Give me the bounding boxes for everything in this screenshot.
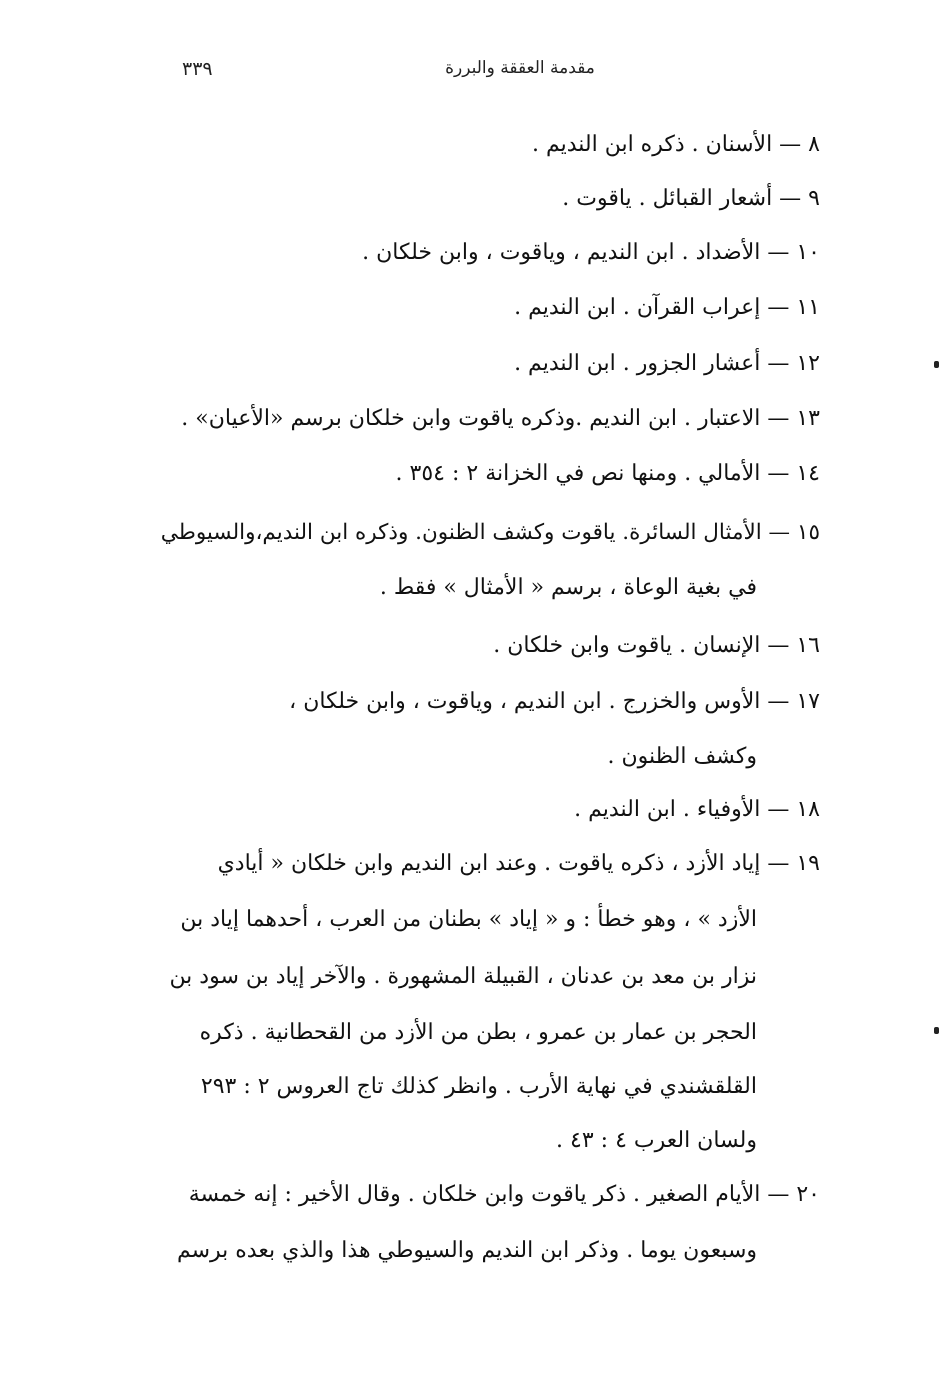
entry-15: ١٥ — الأمثال السائرة. ياقوت وكشف الظنون. وذكره ابن النديم،والسيوطي (160, 520, 820, 545)
entry-8: ٨ — الأسنان . ذكره ابن النديم . (531, 132, 820, 157)
entry-19: ١٩ — إياد الأزد ، ذكره ياقوت . وعند ابن النديم وابن خلكان « أيادي (217, 851, 820, 876)
entry-19-line-2: الأزد » ، وهو خطأ : و « إياد » بطنان من العرب ، أحدهما إياد بن (180, 907, 757, 932)
entry-18: ١٨ — الأوفياء . ابن النديم . (574, 797, 820, 822)
entry-19-line-4: الحجر بن عمار بن عمرو ، بطن من الأزد من القحطانية . ذكره (199, 1020, 757, 1045)
entry-11: ١١ — إعراب القرآن . ابن النديم . (514, 295, 820, 320)
entry-19-line-6: ولسان العرب ٤ : ٤٣ . (556, 1128, 757, 1153)
entry-17: ١٧ — الأوس والخزرج . ابن النديم ، وياقوت ، وابن خلكان ، (289, 689, 820, 714)
entry-20: ٢٠ — الأيام الصغير . ذكر ياقوت وابن خلكان . وقال الأخير : إنه خمسة (188, 1182, 820, 1207)
entry-10: ١٠ — الأضداد . ابن النديم ، وياقوت ، وابن خلكان . (362, 240, 820, 265)
entry-19-line-3: نزار بن معد بن عدنان ، القبيلة المشهورة . والآخر إياد بن سود بن (169, 964, 757, 989)
entry-16: ١٦ — الإنسان . ياقوت وابن خلكان . (493, 633, 820, 658)
page-number: ٣٣٩ (182, 58, 213, 80)
entry-13: ١٣ — الاعتبار . ابن النديم .وذكره ياقوت وابن خلكان برسم «الأعيان» . (181, 406, 820, 431)
entry-20-continuation: وسبعون يوما . وذكر ابن النديم والسيوطي هذا والذي بعده برسم (176, 1238, 757, 1263)
entry-9: ٩ — أشعار القبائل . ياقوت . (562, 186, 820, 211)
entry-19-line-5: القلقشندي في نهاية الأرب . وانظر كذلك تاج العروس ٢ : ٢٩٣ (200, 1074, 757, 1099)
entry-15-continuation: في بغية الوعاة ، برسم « الأمثال » فقط . (379, 575, 757, 600)
entry-17-continuation: وكشف الظنون . (607, 744, 757, 769)
scan-speck (934, 361, 939, 368)
scan-speck (934, 1027, 939, 1034)
entry-14: ١٤ — الأمالي . ومنها نص في الخزانة ٢ : ٣٥٤ . (395, 461, 820, 486)
entry-12: ١٢ — أعشار الجزور . ابن النديم . (514, 351, 820, 376)
running-title: مقدمة العققة والبررة (445, 58, 595, 78)
